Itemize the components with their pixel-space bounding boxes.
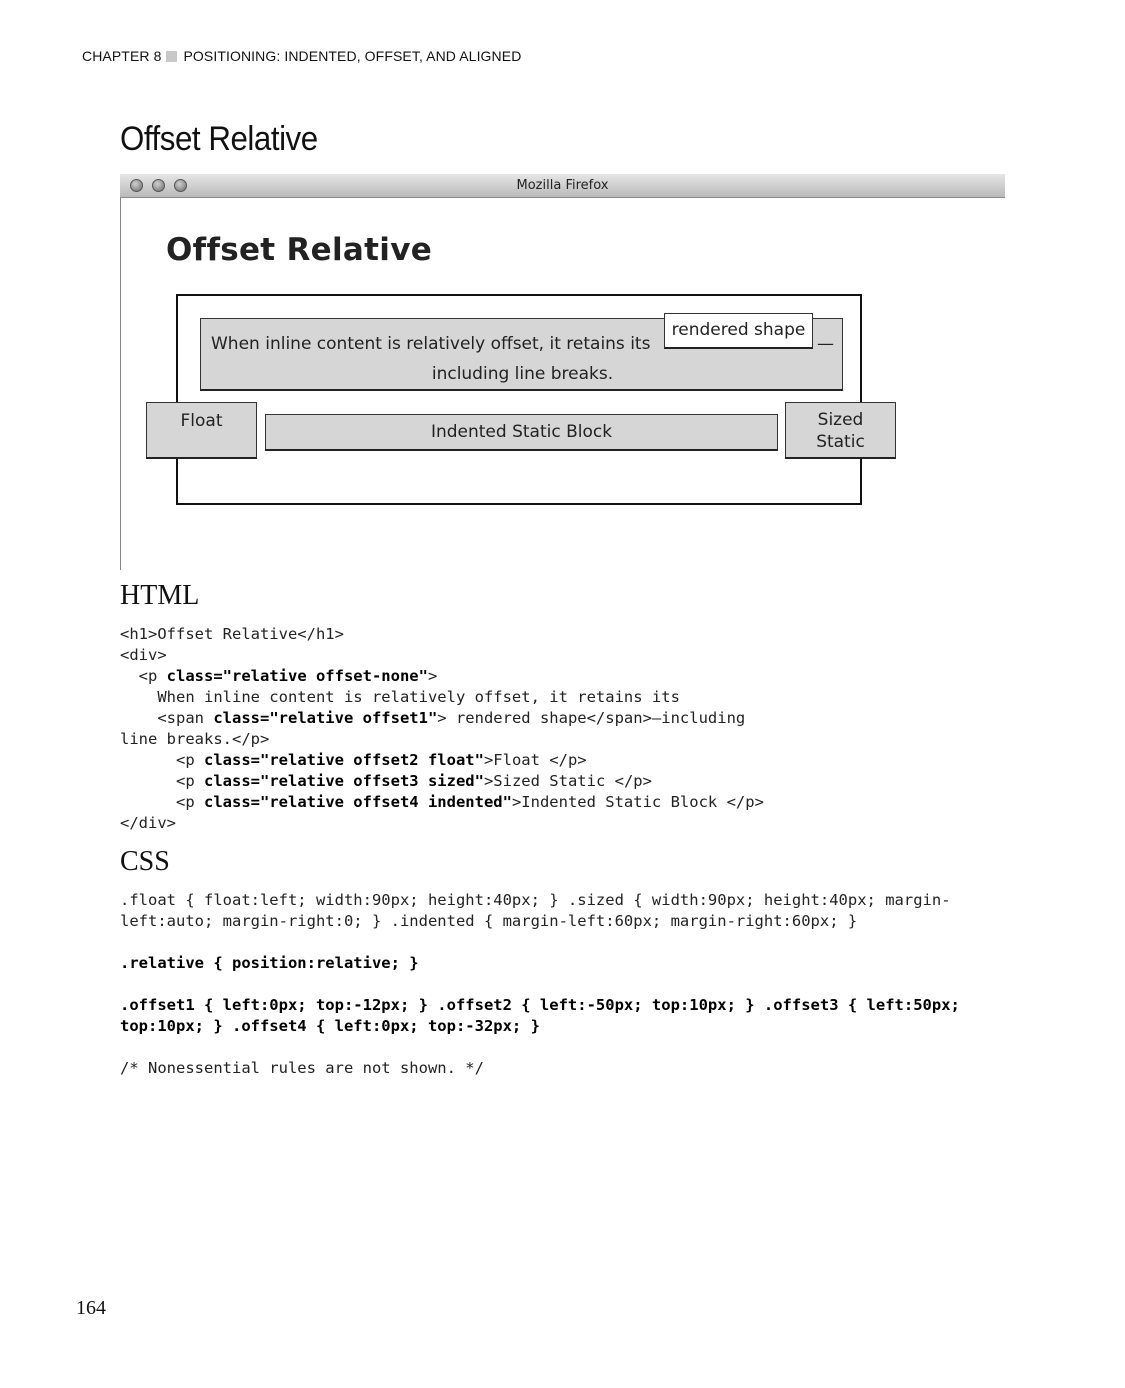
html-code-block bbox=[120, 624, 764, 834]
code-segment: <div> bbox=[120, 646, 167, 664]
html-heading: HTML bbox=[120, 580, 200, 611]
code-line bbox=[120, 646, 167, 664]
code-segment: When inline content is relatively offset, it retains its bbox=[120, 688, 680, 706]
code-bold-segment: top:10px; } .offset4 { left:0px; top:-32px; } bbox=[120, 1017, 540, 1035]
code-line bbox=[120, 912, 857, 930]
code-segment: <p bbox=[120, 667, 167, 685]
code-segment: line breaks.</p> bbox=[120, 730, 270, 748]
code-segment: left:auto; margin-right:0; } .indented { margin-left:60px; margin-right:60px; } bbox=[120, 912, 858, 930]
paragraph-dash: — bbox=[817, 334, 834, 354]
window-titlebar bbox=[120, 174, 1005, 198]
code-segment: <p bbox=[120, 793, 204, 811]
code-line bbox=[120, 1017, 540, 1035]
code-segment: > bbox=[427, 667, 438, 685]
code-segment: >Float </p> bbox=[483, 751, 587, 769]
code-bold-segment: class="relative offset1" bbox=[213, 709, 438, 727]
code-line bbox=[120, 772, 652, 790]
running-head bbox=[82, 48, 521, 64]
code-line bbox=[120, 891, 951, 909]
code-line bbox=[120, 954, 419, 972]
code-bold-segment: .relative { position:relative; } bbox=[120, 954, 419, 972]
code-segment: <p bbox=[120, 772, 204, 790]
code-segment: </div> bbox=[120, 814, 176, 832]
sized-static-box bbox=[785, 402, 896, 459]
code-line bbox=[120, 709, 745, 727]
code-segment: >Indented Static Block </p> bbox=[511, 793, 764, 811]
code-segment: .float { float:left; width:90px; height:40px; } .sized { width:90px; height:40px; margin- bbox=[120, 891, 951, 909]
window-title: Mozilla Firefox bbox=[516, 178, 609, 193]
code-segment: > rendered shape</span>—including bbox=[437, 709, 746, 727]
code-segment: <p bbox=[120, 751, 204, 769]
indented-static-block: Indented Static Block bbox=[265, 414, 778, 451]
code-bold-segment: class="relative offset3 sized" bbox=[204, 772, 484, 790]
code-segment: /* Nonessential rules are not shown. */ bbox=[120, 1059, 484, 1077]
code-line bbox=[120, 751, 587, 769]
code-segment: <h1>Offset Relative</h1> bbox=[120, 625, 344, 643]
chapter-label: CHAPTER 8 bbox=[82, 48, 162, 64]
paragraph-line-2: including line breaks. bbox=[431, 364, 614, 384]
code-line bbox=[120, 625, 344, 643]
page-number: 164 bbox=[76, 1297, 106, 1319]
css-code-block bbox=[120, 890, 960, 1079]
code-bold-segment: .offset1 { left:0px; top:-12px; } .offset2 { left:-50px; top:10px; } .offset3 { left:50px; bbox=[120, 996, 960, 1014]
demo-heading: Offset Relative bbox=[166, 232, 433, 268]
sized-label-line-1: Sized bbox=[817, 410, 864, 430]
code-line bbox=[120, 996, 960, 1014]
code-line bbox=[120, 667, 437, 685]
code-segment: <span bbox=[120, 709, 214, 727]
code-line bbox=[120, 730, 269, 748]
paragraph-line-1: When inline content is relatively offset, it retains its bbox=[211, 334, 651, 354]
rendered-shape-span: rendered shape bbox=[664, 313, 813, 349]
window-border bbox=[120, 197, 121, 570]
css-heading: CSS bbox=[120, 846, 170, 877]
float-box: Float bbox=[146, 402, 257, 459]
separator-square-icon bbox=[166, 51, 177, 62]
code-bold-segment: class="relative offset-none" bbox=[166, 667, 428, 685]
code-line bbox=[120, 688, 680, 706]
sized-label-line-2: Static bbox=[816, 432, 865, 452]
section-title: Offset Relative bbox=[120, 120, 318, 158]
browser-screenshot bbox=[120, 174, 1005, 570]
code-line bbox=[120, 1059, 484, 1077]
code-segment: >Sized Static </p> bbox=[483, 772, 652, 790]
chapter-title: POSITIONING: INDENTED, OFFSET, AND ALIGNED bbox=[183, 48, 522, 64]
code-line bbox=[120, 793, 764, 811]
code-line bbox=[120, 814, 176, 832]
code-bold-segment: class="relative offset4 indented" bbox=[204, 793, 512, 811]
code-bold-segment: class="relative offset2 float" bbox=[204, 751, 484, 769]
